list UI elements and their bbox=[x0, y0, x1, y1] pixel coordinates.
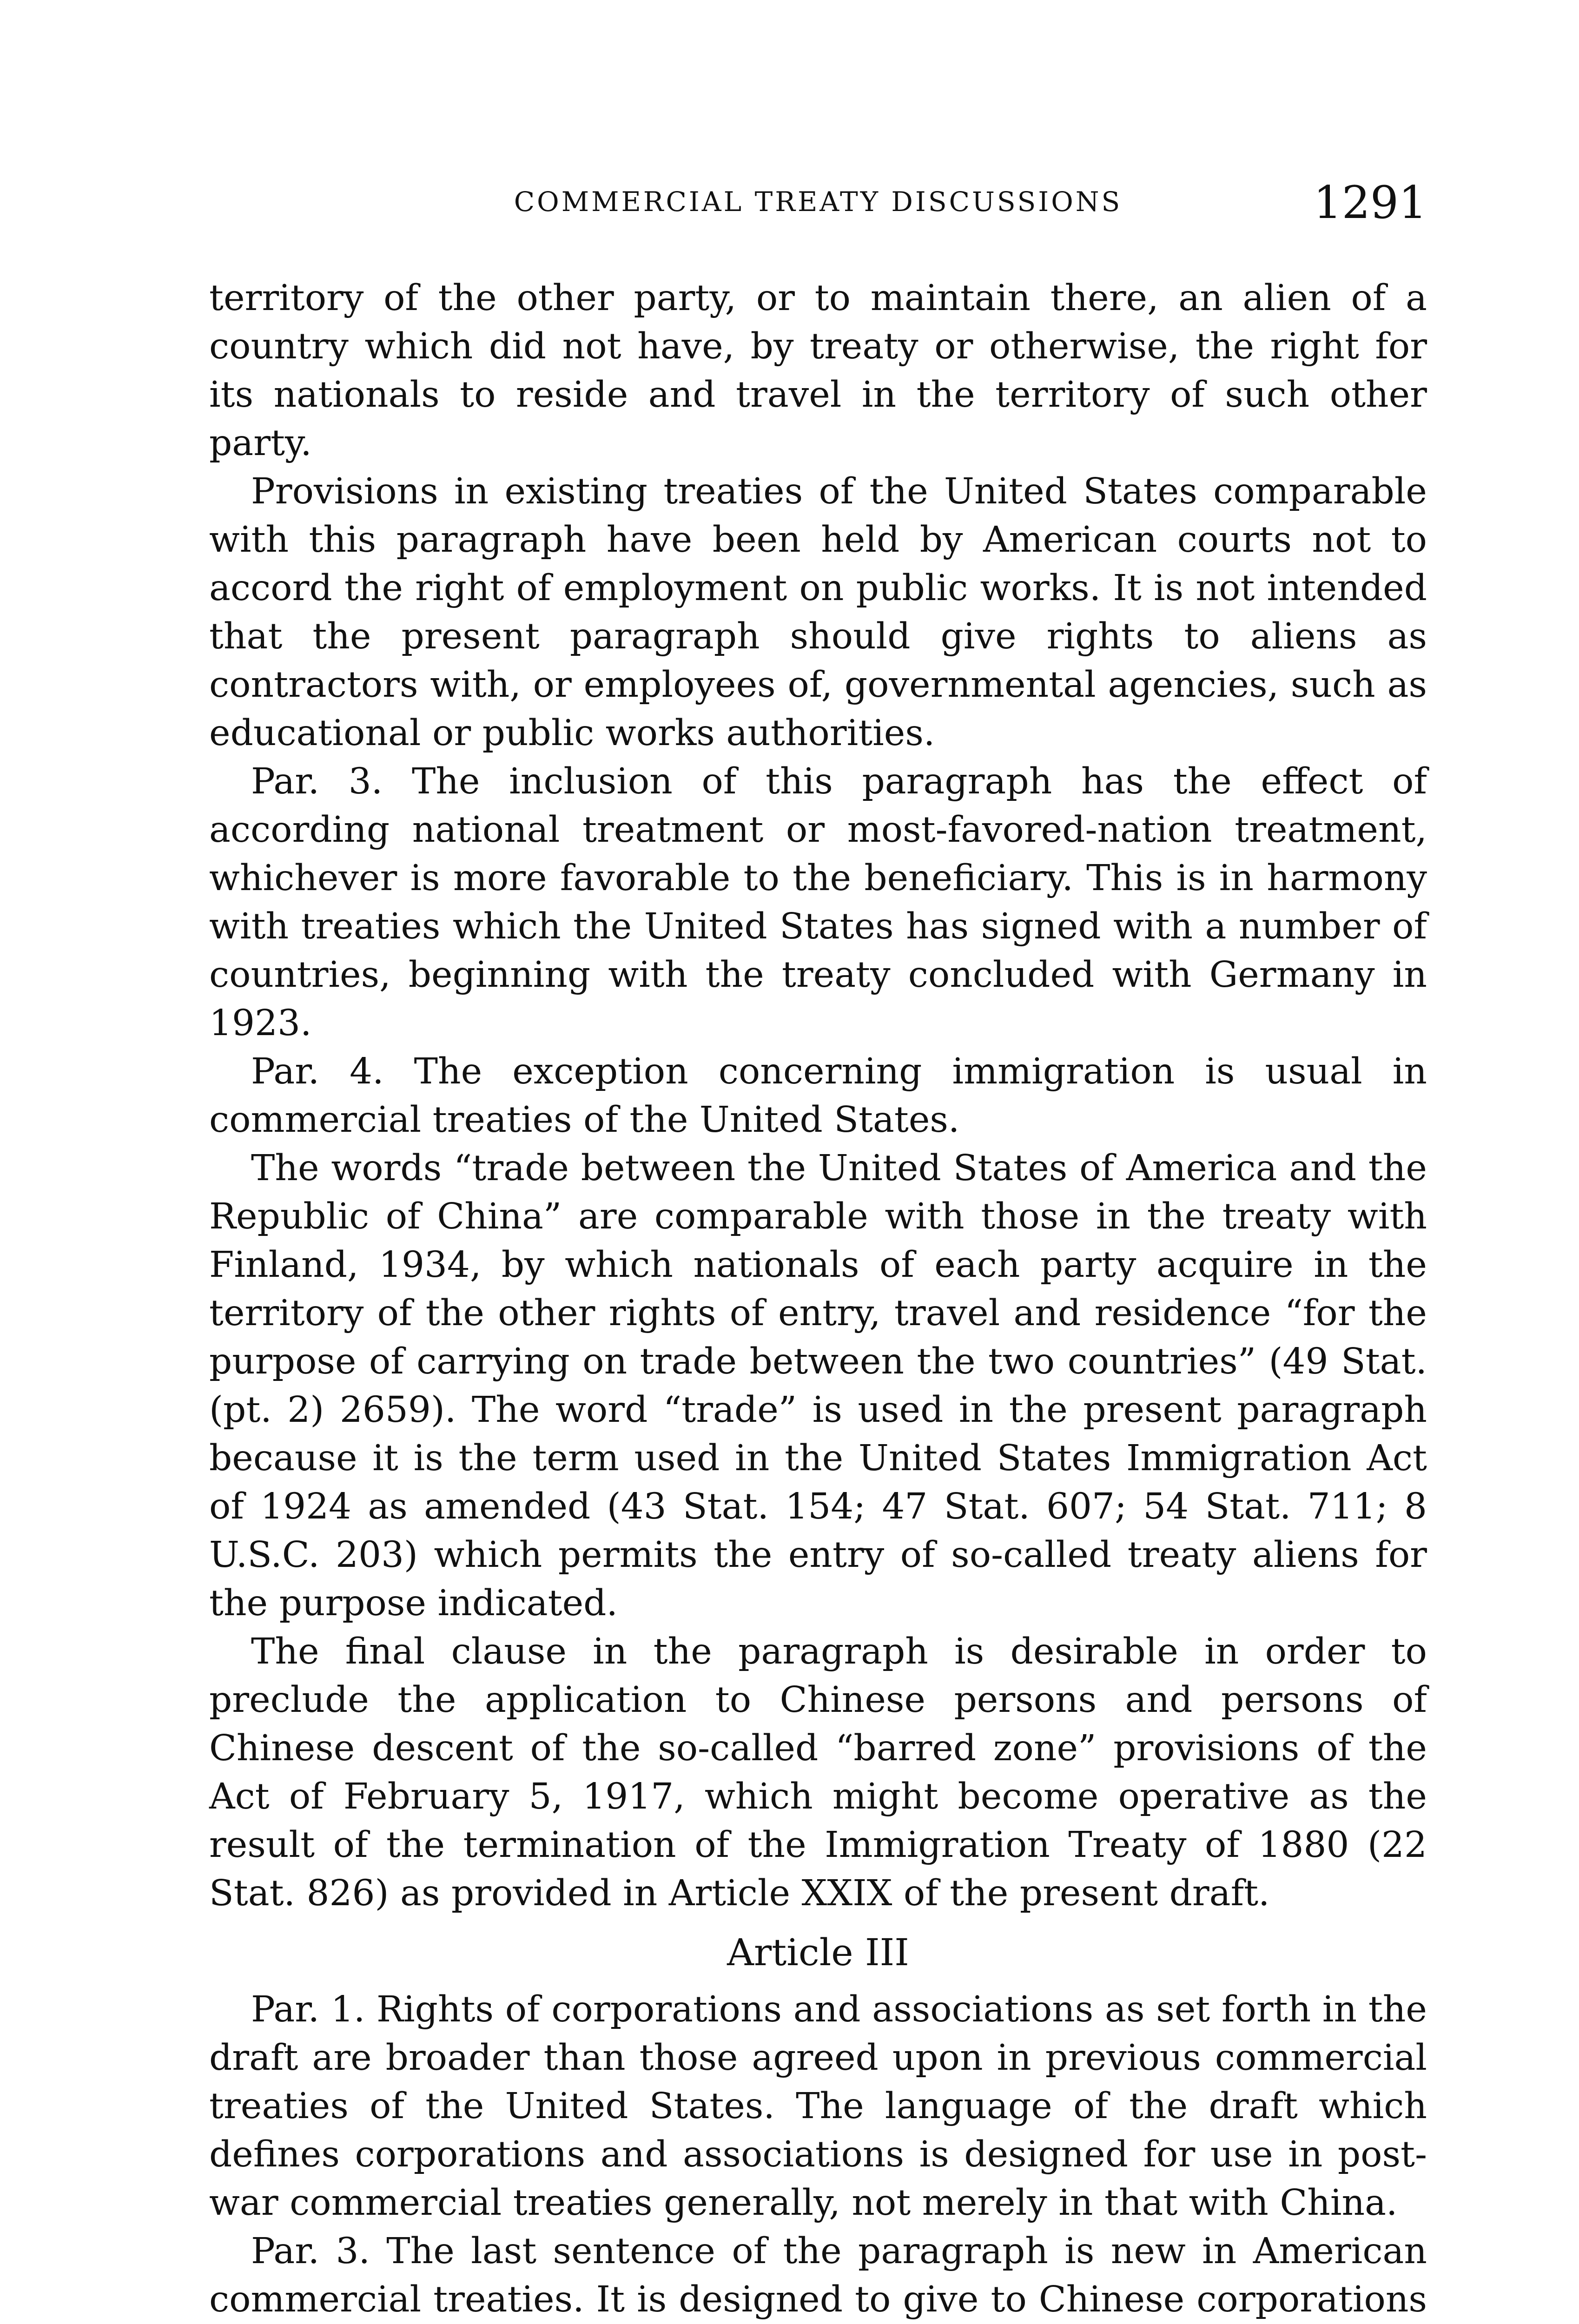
paragraph-final-clause: The final clause in the paragraph is desirable in order to preclude the application to Chinese persons and persons of Chinese descent of the so-called “barred zone” provisions of the Act of February 5, 1917, which might become operative as the result of the termination of the Immigration Treaty of 1880 (22 Stat. 826) as provided in Article XXIX of the present draft. bbox=[209, 1631, 1427, 1914]
page-number: 1291 bbox=[1313, 177, 1427, 229]
paragraph-article-iii-par-1: Par. 1. Rights of corporations and associations as set forth in the draft are broader than those agreed upon in previous commercial treaties of the United States. The language of the draft which defines corporations and associations is designed for use in post-war commercial treaties generally, not merely in that with China. bbox=[209, 1989, 1427, 2224]
body-text bbox=[209, 274, 1427, 2324]
running-title: COMMERCIAL TREATY DISCUSSIONS bbox=[514, 186, 1123, 218]
paragraph-trade-words: The words “trade between the United States of America and the Republic of China” are comparable with those in the treaty with Finland, 1934, by which nationals of each party acquire in the territory of the other rights of entry, travel and residence “for the purpose of carrying on trade between the two countries” (49 Stat. (pt. 2) 2659). The word “trade” is used in the present paragraph because it is the term used in the United States Immigration Act of 1924 as amended (43 Stat. 154; 47 Stat. 607; 54 Stat. 711; 8 U.S.C. 203) which permits the entry of so-called treaty aliens for the purpose indicated. bbox=[209, 1148, 1427, 1624]
running-header bbox=[209, 177, 1427, 242]
paragraph-article-iii-par-3: Par. 3. The last sentence of the paragraph is new in American commercial treaties. It is designed to give to Chinese corporations bbox=[209, 2231, 1427, 2320]
paragraph-par-4: Par. 4. The exception concerning immigration is usual in commercial treaties of the United States. bbox=[209, 1051, 1427, 1141]
paragraph-provisions: Provisions in existing treaties of the United States comparable with this paragraph have been held by American courts not to accord the right of employment on public works. It is not intended that the present paragraph should give rights to aliens as contractors with, or employees of, governmental agencies, such as educational or public works authorities. bbox=[209, 471, 1427, 754]
paragraph-par-3: Par. 3. The inclusion of this paragraph has the effect of according national treatment or most-favored-nation treatment, whichever is more favorable to the beneficiary. This is in harmony with treaties which the United States has signed with a number of countries, beginning with the treaty concluded with Germany in 1923. bbox=[209, 761, 1427, 1044]
document-page bbox=[209, 177, 1427, 2324]
paragraph-continuation: territory of the other party, or to maintain there, an alien of a country which did not have, by treaty or otherwise, the right for its nationals to reside and travel in the territory of such other party. bbox=[209, 277, 1427, 464]
section-heading-article-iii: Article III bbox=[727, 1931, 909, 1974]
